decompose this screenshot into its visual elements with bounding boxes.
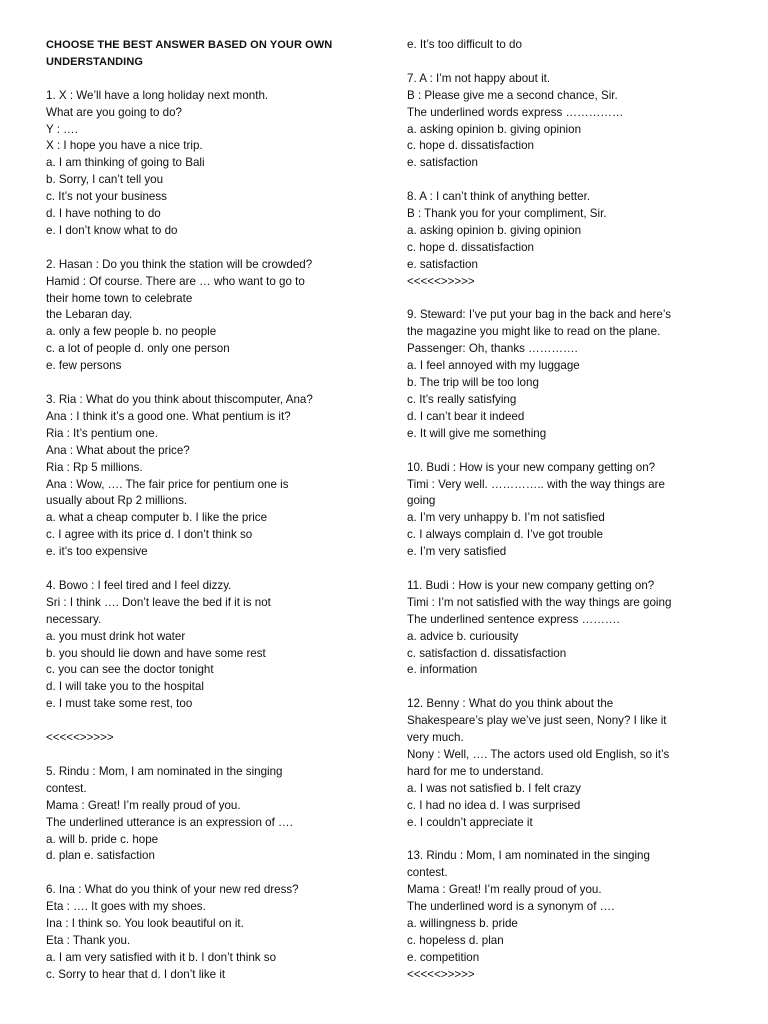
text-line: c. a lot of people d. only one person	[46, 342, 230, 356]
text-line: the magazine you might like to read on the plane.	[407, 325, 661, 339]
text-line: a. I feel annoyed with my luggage	[407, 359, 580, 373]
text-line: a. what a cheap computer b. I like the price	[46, 511, 268, 525]
text-line: The underlined utterance is an expression of ….	[46, 815, 293, 829]
text-line: Ria : It’s pentium one.	[46, 426, 158, 440]
left-column	[46, 37, 366, 984]
text-line: 12. Benny : What do you think about the	[407, 697, 614, 711]
text-line: 3. Ria : What do you think about thiscomputer, Ana?	[46, 392, 313, 406]
text-line: e. I’m very satisfied	[407, 545, 507, 559]
text-line: Mama : Great! I’m really proud of you.	[46, 798, 241, 812]
text-line: Mama : Great! I’m really proud of you.	[407, 883, 602, 897]
text-line: contest.	[46, 781, 87, 795]
text-line: going	[407, 494, 436, 508]
text-line: very much.	[407, 731, 464, 745]
text-line: e. satisfaction	[407, 257, 478, 271]
blank-line	[46, 240, 366, 257]
text-line: usually about Rp 2 millions.	[46, 494, 188, 508]
text-line: Nony : Well, …. The actors used old English, so it’s	[407, 747, 670, 761]
text-line: necessary.	[46, 612, 102, 626]
text-line: Passenger: Oh, thanks ………….	[407, 342, 578, 356]
text-line: What are you going to do?	[46, 105, 182, 119]
text-line: e. It’s too difficult to do	[407, 38, 522, 51]
text-line: e. I couldn’t appreciate it	[407, 815, 533, 829]
text-line: a. asking opinion b. giving opinion	[407, 223, 582, 237]
text-line: 9. Steward: I’ve put your bag in the back and here’s	[407, 308, 672, 322]
text-line: a. you must drink hot water	[46, 629, 186, 643]
text-line: 1. X : We’ll have a long holiday next month.	[46, 88, 269, 102]
text-line: d. I can’t bear it indeed	[407, 409, 525, 423]
text-line: 8. A : I can’t think of anything better.	[407, 190, 591, 204]
text-line: c. hope d. dissatisfaction	[407, 139, 534, 153]
text-line: c. satisfaction d. dissatisfaction	[407, 646, 567, 660]
text-line: The underlined word is a synonym of ….	[407, 900, 615, 914]
text-line: c. It’s not your business	[46, 190, 167, 204]
text-line: c. hope d. dissatisfaction	[407, 240, 534, 254]
text-line: Eta : …. It goes with my shoes.	[46, 900, 206, 914]
text-line: Ana : Wow, …. The fair price for pentium one is	[46, 477, 289, 491]
page-title-line: CHOOSE THE BEST ANSWER BASED ON YOUR OWN	[46, 39, 333, 51]
blank-line	[46, 747, 366, 764]
blank-line	[407, 561, 732, 578]
text-line: B : Please give me a second chance, Sir.	[407, 88, 618, 102]
text-line: 6. Ina : What do you think of your new red dress?	[46, 883, 299, 897]
text-line: Y : ….	[46, 122, 79, 136]
text-line: e. I don’t know what to do	[46, 223, 178, 237]
blank-line	[407, 172, 732, 189]
blank-line	[46, 561, 366, 578]
text-line: The underlined sentence express ……….	[407, 612, 620, 626]
text-line: contest.	[407, 866, 448, 880]
text-line: a. asking opinion b. giving opinion	[407, 122, 582, 136]
blank-line	[46, 71, 366, 88]
blank-line	[407, 679, 732, 696]
right-column	[407, 37, 732, 984]
text-line: 11. Budi : How is your new company getting on?	[407, 578, 655, 592]
text-line: <<<<<>>>>>	[407, 967, 475, 981]
text-line: Shakespeare’s play we’ve just seen, Nony? I like it	[407, 714, 667, 728]
text-line: d. I will take you to the hospital	[46, 680, 204, 694]
text-line: Timi : Very well. ………….. with the way things are	[407, 477, 665, 491]
text-line: <<<<<>>>>>	[46, 731, 114, 745]
text-line: Eta : Thank you.	[46, 933, 131, 947]
blank-line	[46, 713, 366, 730]
text-line: 10. Budi : How is your new company getting on?	[407, 460, 656, 474]
blank-line	[46, 865, 366, 882]
text-line: 5. Rindu : Mom, I am nominated in the singing	[46, 764, 283, 778]
text-line: Ana : What about the price?	[46, 443, 190, 457]
text-line: c. Sorry to hear that d. I don’t like it	[46, 967, 226, 981]
text-line: b. Sorry, I can’t tell you	[46, 173, 164, 187]
text-line: e. It will give me something	[407, 426, 547, 440]
page-title-line: UNDERSTANDING	[46, 55, 144, 68]
text-line: b. you should lie down and have some rest	[46, 646, 266, 660]
blank-line	[407, 832, 732, 849]
text-line: d. I have nothing to do	[46, 207, 161, 221]
text-line: the Lebaran day.	[46, 308, 133, 322]
text-line: 4. Bowo : I feel tired and I feel dizzy.	[46, 578, 232, 592]
text-line: c. I had no idea d. I was surprised	[407, 798, 581, 812]
text-line: d. plan e. satisfaction	[46, 849, 155, 863]
blank-line	[407, 54, 732, 71]
text-line: The underlined words express ……………	[407, 105, 624, 119]
text-line: a. I am thinking of going to Bali	[46, 156, 205, 170]
text-line: e. I must take some rest, too	[46, 697, 193, 711]
text-line: a. only a few people b. no people	[46, 325, 217, 339]
blank-line	[46, 375, 366, 392]
text-line: hard for me to understand.	[407, 764, 544, 778]
text-line: Ana : I think it’s a good one. What pentium is it?	[46, 409, 291, 423]
text-line: c. I agree with its price d. I don’t think so	[46, 528, 253, 542]
text-line: c. you can see the doctor tonight	[46, 663, 214, 677]
text-line: e. competition	[407, 950, 480, 964]
text-line: <<<<<>>>>>	[407, 274, 475, 288]
text-line: 7. A : I’m not happy about it.	[407, 71, 551, 85]
text-line: Sri : I think …. Don’t leave the bed if it is not	[46, 595, 271, 609]
text-line: 2. Hasan : Do you think the station will be crowded?	[46, 257, 313, 271]
blank-line	[407, 443, 732, 460]
text-line: e. satisfaction	[407, 156, 478, 170]
text-line: c. I always complain d. I’ve got trouble	[407, 528, 603, 542]
blank-line	[407, 291, 732, 308]
text-line: a. I was not satisfied b. I felt crazy	[407, 781, 581, 795]
text-line: B : Thank you for your compliment, Sir.	[407, 207, 607, 221]
text-line: e. few persons	[46, 359, 122, 373]
text-line: 13. Rindu : Mom, I am nominated in the singing	[407, 849, 650, 863]
text-line: Ria : Rp 5 millions.	[46, 460, 143, 474]
text-line: c. hopeless d. plan	[407, 933, 504, 947]
text-line: a. willingness b. pride	[407, 917, 518, 931]
text-line: Timi : I’m not satisfied with the way things are going	[407, 595, 672, 609]
text-line: e. it’s too expensive	[46, 545, 148, 559]
text-line: a. advice b. curiousity	[407, 629, 519, 643]
text-line: a. I am very satisfied with it b. I don’t think so	[46, 950, 277, 964]
text-line: a. will b. pride c. hope	[46, 832, 159, 846]
text-line: a. I’m very unhappy b. I’m not satisfied	[407, 511, 605, 525]
text-line: X : I hope you have a nice trip.	[46, 139, 203, 153]
text-line: Hamid : Of course. There are … who want to go to	[46, 274, 305, 288]
text-line: Ina : I think so. You look beautiful on it.	[46, 917, 244, 931]
text-line: e. information	[407, 663, 478, 677]
text-line: c. It’s really satisfying	[407, 392, 517, 406]
text-line: their home town to celebrate	[46, 291, 193, 305]
text-line: b. The trip will be too long	[407, 376, 539, 390]
